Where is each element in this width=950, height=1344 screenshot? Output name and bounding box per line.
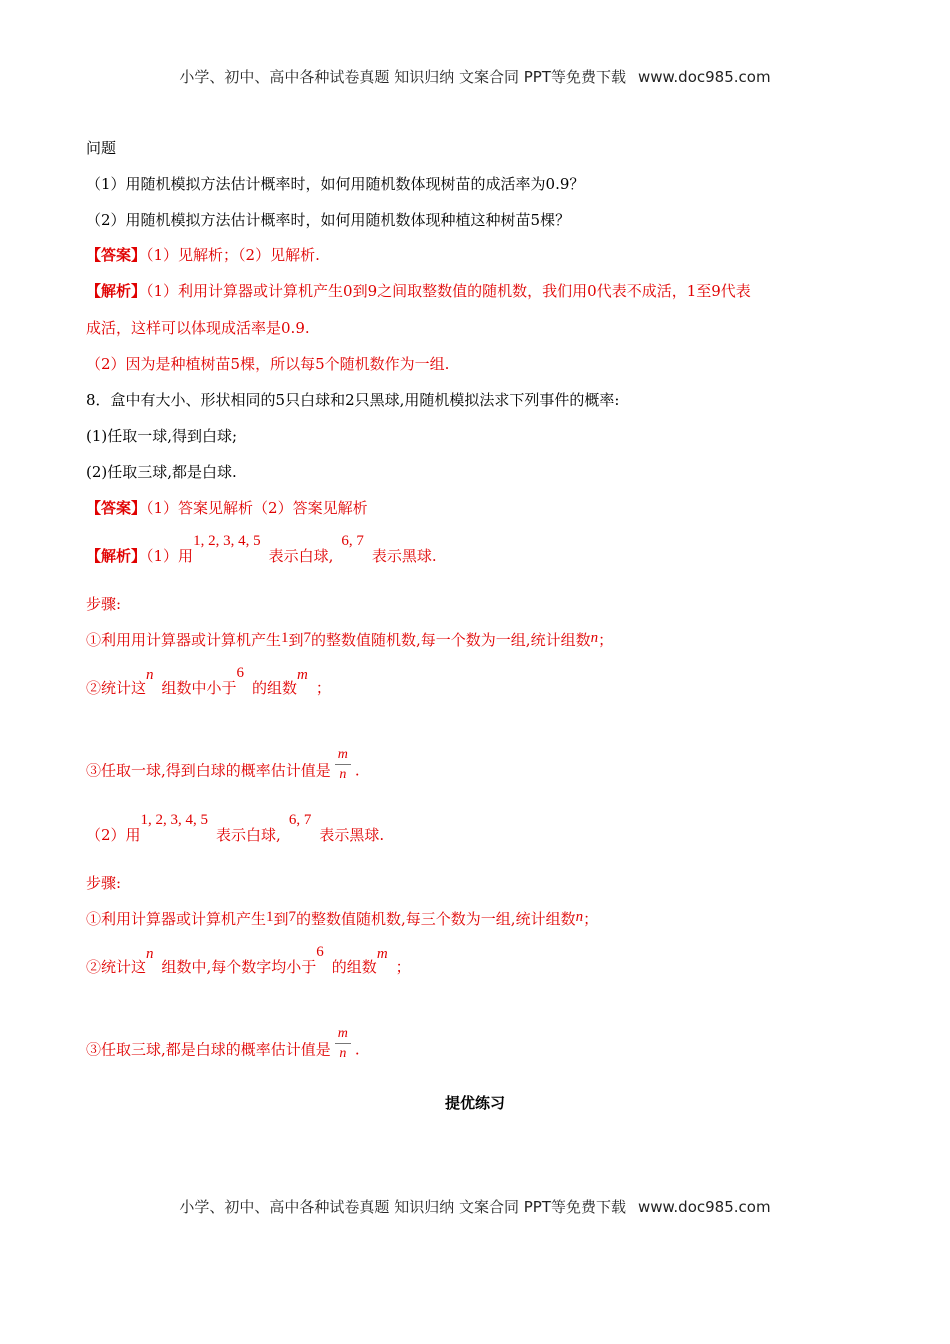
q7-title: 问题 (86, 139, 117, 157)
analysis-tag: 【解析】 (86, 547, 147, 565)
step-text: 组数中,每个数字均小于 (161, 958, 317, 976)
fraction-numerator: m (335, 1025, 351, 1044)
part1-step2 (86, 665, 331, 699)
q8-analysis-part2 (86, 812, 385, 846)
analysis-tag: 【解析】 (86, 282, 147, 300)
q7-part2: （2）用随机模拟方法估计概率时，如何用随机数体现种植这种树苗5棵？ (86, 211, 571, 229)
q7-analysis-1a (86, 281, 751, 301)
math-six: 6 (316, 944, 324, 960)
q8-answer (86, 498, 368, 518)
part2-step2 (86, 944, 411, 978)
q7-answer (86, 245, 320, 265)
q7-analysis-2: （2）因为是种植树苗5棵，所以每5个随机数作为一组. (86, 355, 450, 373)
math-one: 1 (281, 630, 289, 646)
step-text: . (354, 761, 360, 780)
q8-stem: 8．盒中有大小、形状相同的5只白球和2只黑球,用随机模拟法求下列事件的概率: (86, 391, 620, 409)
part1-steps-label: 步骤: (86, 595, 122, 613)
step-text: ； (583, 910, 599, 928)
page-footer (0, 1196, 950, 1217)
part2-steps-label: 步骤: (86, 874, 122, 892)
step-text: ； (315, 679, 331, 697)
header-text: 小学、初中、高中各种试卷真题 知识归纳 文案合同 PPT等免费下载 (179, 68, 626, 86)
q7-analysis-1b: 成活，这样可以体现成活率是0.9. (86, 319, 310, 337)
q8-analysis-part1 (86, 533, 437, 567)
part2-step3 (86, 1026, 360, 1070)
part1-step1 (86, 630, 613, 651)
white-numbers: 1, 2, 3, 4, 5 (140, 812, 209, 828)
footer-text: 小学、初中、高中各种试卷真题 知识归纳 文案合同 PPT等免费下载 (179, 1198, 626, 1216)
header-url[interactable]: www.doc985.com (637, 68, 771, 86)
fraction-denominator: n (339, 767, 347, 782)
step-text: ②统计这 (86, 958, 147, 976)
math-n: n (146, 946, 154, 962)
answer-tag: 【答案】 (86, 246, 147, 264)
step-text: ； (395, 958, 411, 976)
answer-text: （1）见解析；（2）见解析. (146, 246, 320, 264)
black-text: 表示黑球. (371, 547, 437, 565)
fraction-m-over-n (335, 746, 351, 785)
step-text: 的整数值随机数,每一个数为一组,统计组数 (311, 631, 591, 649)
math-n: n (590, 630, 599, 646)
black-numbers: 6, 7 (341, 533, 364, 549)
step-text: ②统计这 (86, 679, 147, 697)
step-text: 组数中小于 (161, 679, 237, 697)
part2-step1 (86, 909, 598, 930)
step-text: ①利用用计算器或计算机产生 (86, 631, 282, 649)
analysis-text: （1）利用计算器或计算机产生0到9之间取整数值的随机数，我们用0代表不成活，1至9代表 (146, 282, 751, 300)
step-text: . (354, 1040, 360, 1059)
step-text: ①利用计算器或计算机产生 (86, 910, 267, 928)
q8-sub2: (2)任取三球,都是白球. (86, 463, 237, 481)
white-numbers: 1, 2, 3, 4, 5 (193, 533, 261, 549)
part1-step3 (86, 747, 360, 791)
step-text: 的整数值随机数,每三个数为一组,统计组数 (296, 910, 576, 928)
step-text: ； (598, 631, 614, 649)
fraction-m-over-n (335, 1025, 351, 1064)
step-text: ③任取一球,得到白球的概率估计值是 (86, 761, 331, 780)
math-seven: 7 (288, 909, 297, 925)
step-text: 的组数 (331, 958, 377, 976)
part2-lead: （2）用 (86, 826, 141, 844)
math-m: m (297, 667, 308, 683)
math-n: n (575, 909, 584, 925)
white-text: 表示白球, (268, 547, 334, 565)
step-text: 到 (288, 631, 304, 649)
answer-text: （1）答案见解析（2）答案见解析 (146, 499, 368, 517)
step-text: 到 (273, 910, 289, 928)
q7-part1: （1）用随机模拟方法估计概率时，如何用随机数体现树苗的成活率为0.9？ (86, 175, 585, 193)
math-seven: 7 (303, 630, 312, 646)
step-text: 的组数 (252, 679, 298, 697)
fraction-numerator: m (335, 746, 351, 765)
math-m: m (376, 946, 388, 962)
part1-lead: （1）用 (146, 547, 194, 565)
math-one: 1 (266, 909, 274, 925)
footer-url[interactable]: www.doc985.com (637, 1198, 771, 1216)
section-title: 提优练习 (444, 1094, 505, 1112)
math-n: n (146, 667, 154, 683)
page-header (0, 66, 950, 87)
step-text: ③任取三球,都是白球的概率估计值是 (86, 1040, 331, 1059)
black-text: 表示黑球. (319, 826, 385, 844)
math-six: 6 (236, 665, 245, 681)
q8-sub1: (1)任取一球,得到白球; (86, 427, 238, 445)
black-numbers: 6, 7 (288, 812, 312, 828)
fraction-denominator: n (339, 1046, 347, 1061)
answer-tag: 【答案】 (86, 499, 147, 517)
white-text: 表示白球, (216, 826, 281, 844)
